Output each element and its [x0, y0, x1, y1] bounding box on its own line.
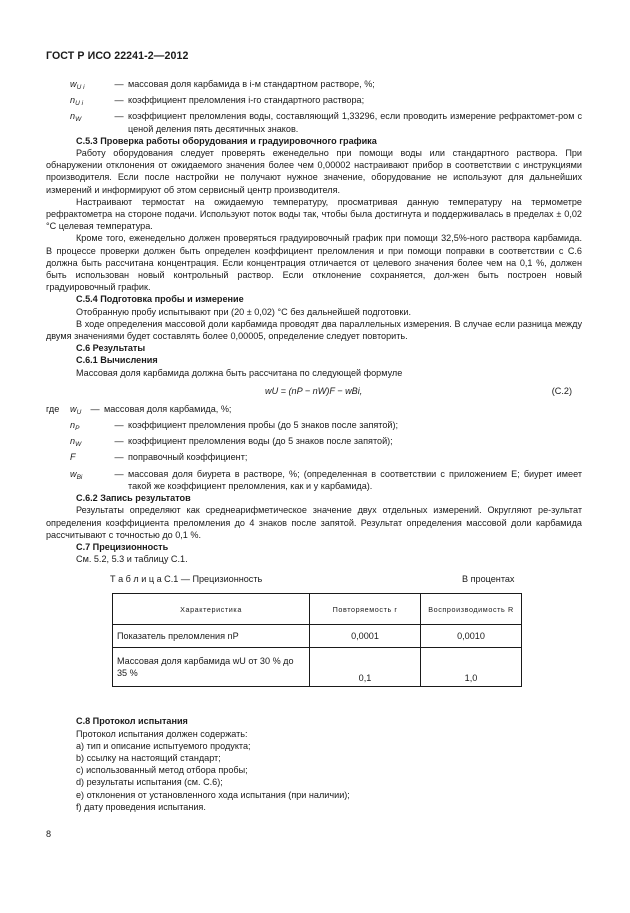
paragraph: В ходе определения массовой доли карбамида проводят два параллельных измерения. В случае если разница между двумя значениями будет составлять более 0,00005, определение следует повторить.: [46, 318, 582, 342]
page-header: ГОСТ Р ИСО 22241-2—2012: [46, 50, 189, 62]
formula-number: (С.2): [551, 385, 572, 396]
variable-description: массовая доля биурета в растворе, %; (определенная в соответствии с приложением Е; биурет имеет такой же коэффициент преломления, как и у карбамида).: [128, 468, 582, 491]
section-heading-c54: С.5.4 Подготовка пробы и измерение: [76, 294, 244, 305]
table-caption: Т а б л и ц а С.1 — Прецизионность: [110, 574, 263, 585]
table-cell: 1,0: [421, 648, 522, 687]
list-item: а) тип и описание испытуемого продукта;: [76, 740, 251, 751]
variable-row: [46, 468, 582, 492]
section-heading-c61: С.6.1 Вычисления: [76, 355, 158, 366]
variable-symbol: $w_{Bi}$: [70, 468, 83, 481]
table-row: [113, 625, 522, 648]
paragraph: Работу оборудования следует проверять еженедельно при помощи воды или стандартного раствора. При обнаружении отклонения от ожидаемого значения более чем 0,00002 настраивают прибор в соответствии с инструкциями производителя. Если после настройки не получают нужное значение, оборудование не используют для дальнейших измерений и информируют об этом сервисный центр производителя.: [46, 148, 582, 195]
list-item: е) отклонения от установленного хода испытания (при наличии);: [76, 789, 350, 800]
variable-row: [46, 94, 582, 110]
variable-row: [46, 419, 582, 435]
variable-row: [46, 451, 582, 467]
paragraph: Массовая доля карбамида должна быть рассчитана по следующей формуле: [76, 367, 403, 378]
report-items-list: [46, 740, 582, 813]
list-item: f) дату проведения испытания.: [76, 801, 206, 812]
dash: —: [90, 403, 100, 414]
variable-description: поправочный коэффициент;: [128, 452, 248, 463]
table-cell: 0,1: [310, 648, 421, 687]
formula-block: [46, 379, 582, 403]
list-item: с) использованный метод отбора пробы;: [76, 765, 248, 776]
section-heading-c7: С.7 Прецизионность: [76, 541, 169, 552]
list-item: d) результаты испытания (см. С.6);: [76, 777, 223, 788]
paragraph: Отобранную пробу испытывают при (20 ± 0,02) °С без дальнейшей подготовки.: [76, 306, 412, 317]
table-units: В процентах: [462, 574, 515, 585]
paragraph: Настраивают термостат на ожидаемую температуру, просматривая данную температуру на термометре рефрактометра на стороне подачи. Используют поток воды так, чтобы была достигнута и поддерживалась в пределах ± 0,02 °С целевая температура.: [46, 196, 582, 232]
variable-row: [46, 110, 582, 134]
variable-symbol: $n_P$: [70, 420, 80, 433]
variable-symbol: $w_U$: [70, 403, 82, 416]
section-heading-c8: С.8 Протокол испытания: [76, 716, 188, 727]
table-cell: 0,0001: [310, 625, 421, 648]
section-heading-c53: С.5.3 Проверка работы оборудования и градуировочного графика: [76, 135, 377, 146]
variable-description: массовая доля карбамида, %;: [104, 403, 232, 414]
column-header: Повторяемость r: [310, 594, 421, 625]
column-header: Воспроизводимость R: [421, 594, 522, 625]
dash: —: [114, 95, 124, 106]
paragraph: Кроме того, еженедельно должен проверяться градуировочный график при помощи 32,5%-ного раствора карбамида. В процессе проверки должен быть определен коэффициент преломления и при помощи поправки в соответствии с С.6 должна быть рассчитана концентрация. Если концентрация отличается от целевого значения более чем на 0,1 %, должен быть использован новый контрольный раствор. Если отклонение сохраняется, дол-жен быть построен новый градуировочный график.: [46, 233, 582, 293]
paragraph: Результаты определяют как среднеарифметическое значение двух отдельных измерений. Округляют ре-зультат определения коэффициента преломления до 4 знаков после запятой. Результат определения массовой доли карбамида рассчитывают с точностью до 0,1 %.: [46, 505, 582, 540]
table-header-row: [113, 594, 522, 625]
variable-symbol: $n_W$: [70, 436, 82, 449]
variable-row: [46, 403, 582, 419]
variable-row: [46, 78, 582, 94]
variable-description: коэффициент преломления воды (до 5 знаков после запятой);: [128, 436, 393, 447]
paragraph: Протокол испытания должен содержать:: [76, 728, 248, 739]
where-label: где: [46, 403, 60, 414]
precision-table: [112, 593, 522, 687]
variables-list-top: [46, 78, 582, 135]
dash: —: [114, 79, 124, 89]
table-cell: 0,0010: [421, 625, 522, 648]
table-row: [113, 648, 522, 687]
spacer: [46, 687, 582, 715]
dash: —: [114, 468, 124, 479]
variable-description: коэффициент преломления i-го стандартного раствора;: [128, 95, 365, 106]
column-header: Характеристика: [113, 594, 310, 625]
variable-row: [46, 435, 582, 451]
section-heading-c62: С.6.2 Запись результатов: [76, 493, 191, 504]
table-cell: Массовая доля карбамида wU от 30 % до 35 %: [113, 648, 310, 687]
dash: —: [114, 436, 124, 447]
list-item: b) ссылку на настоящий стандарт;: [76, 752, 221, 763]
section-heading-c6: С.6 Результаты: [76, 343, 146, 354]
table-cell: Показатель преломления nP: [113, 625, 310, 648]
dash: —: [114, 420, 124, 431]
variable-description: массовая доля карбамида в i-м стандартном растворе, %;: [128, 79, 375, 89]
dash: —: [114, 111, 124, 122]
formula: wU = (nP − nW)F − wBi,: [265, 385, 363, 396]
page-body: [46, 78, 582, 813]
variable-symbol: $n_W$: [70, 111, 82, 124]
dash: —: [114, 452, 124, 463]
variables-list: [46, 403, 582, 492]
variable-description: коэффициент преломления пробы (до 5 знаков после запятой);: [128, 420, 399, 431]
variable-symbol: $n_{U i}$: [70, 95, 84, 108]
page-number: 8: [46, 829, 52, 839]
table-caption-row: [46, 571, 582, 593]
variable-symbol: $w_{U i}$: [70, 79, 85, 91]
variable-symbol: F: [70, 452, 76, 463]
paragraph: См. 5.2, 5.3 и таблицу С.1.: [76, 554, 188, 565]
variable-description: коэффициент преломления воды, составляющий 1,33296, если проводить измерение рефрактомет-ром с ценой деления пять десятичных знаков.: [128, 111, 582, 134]
